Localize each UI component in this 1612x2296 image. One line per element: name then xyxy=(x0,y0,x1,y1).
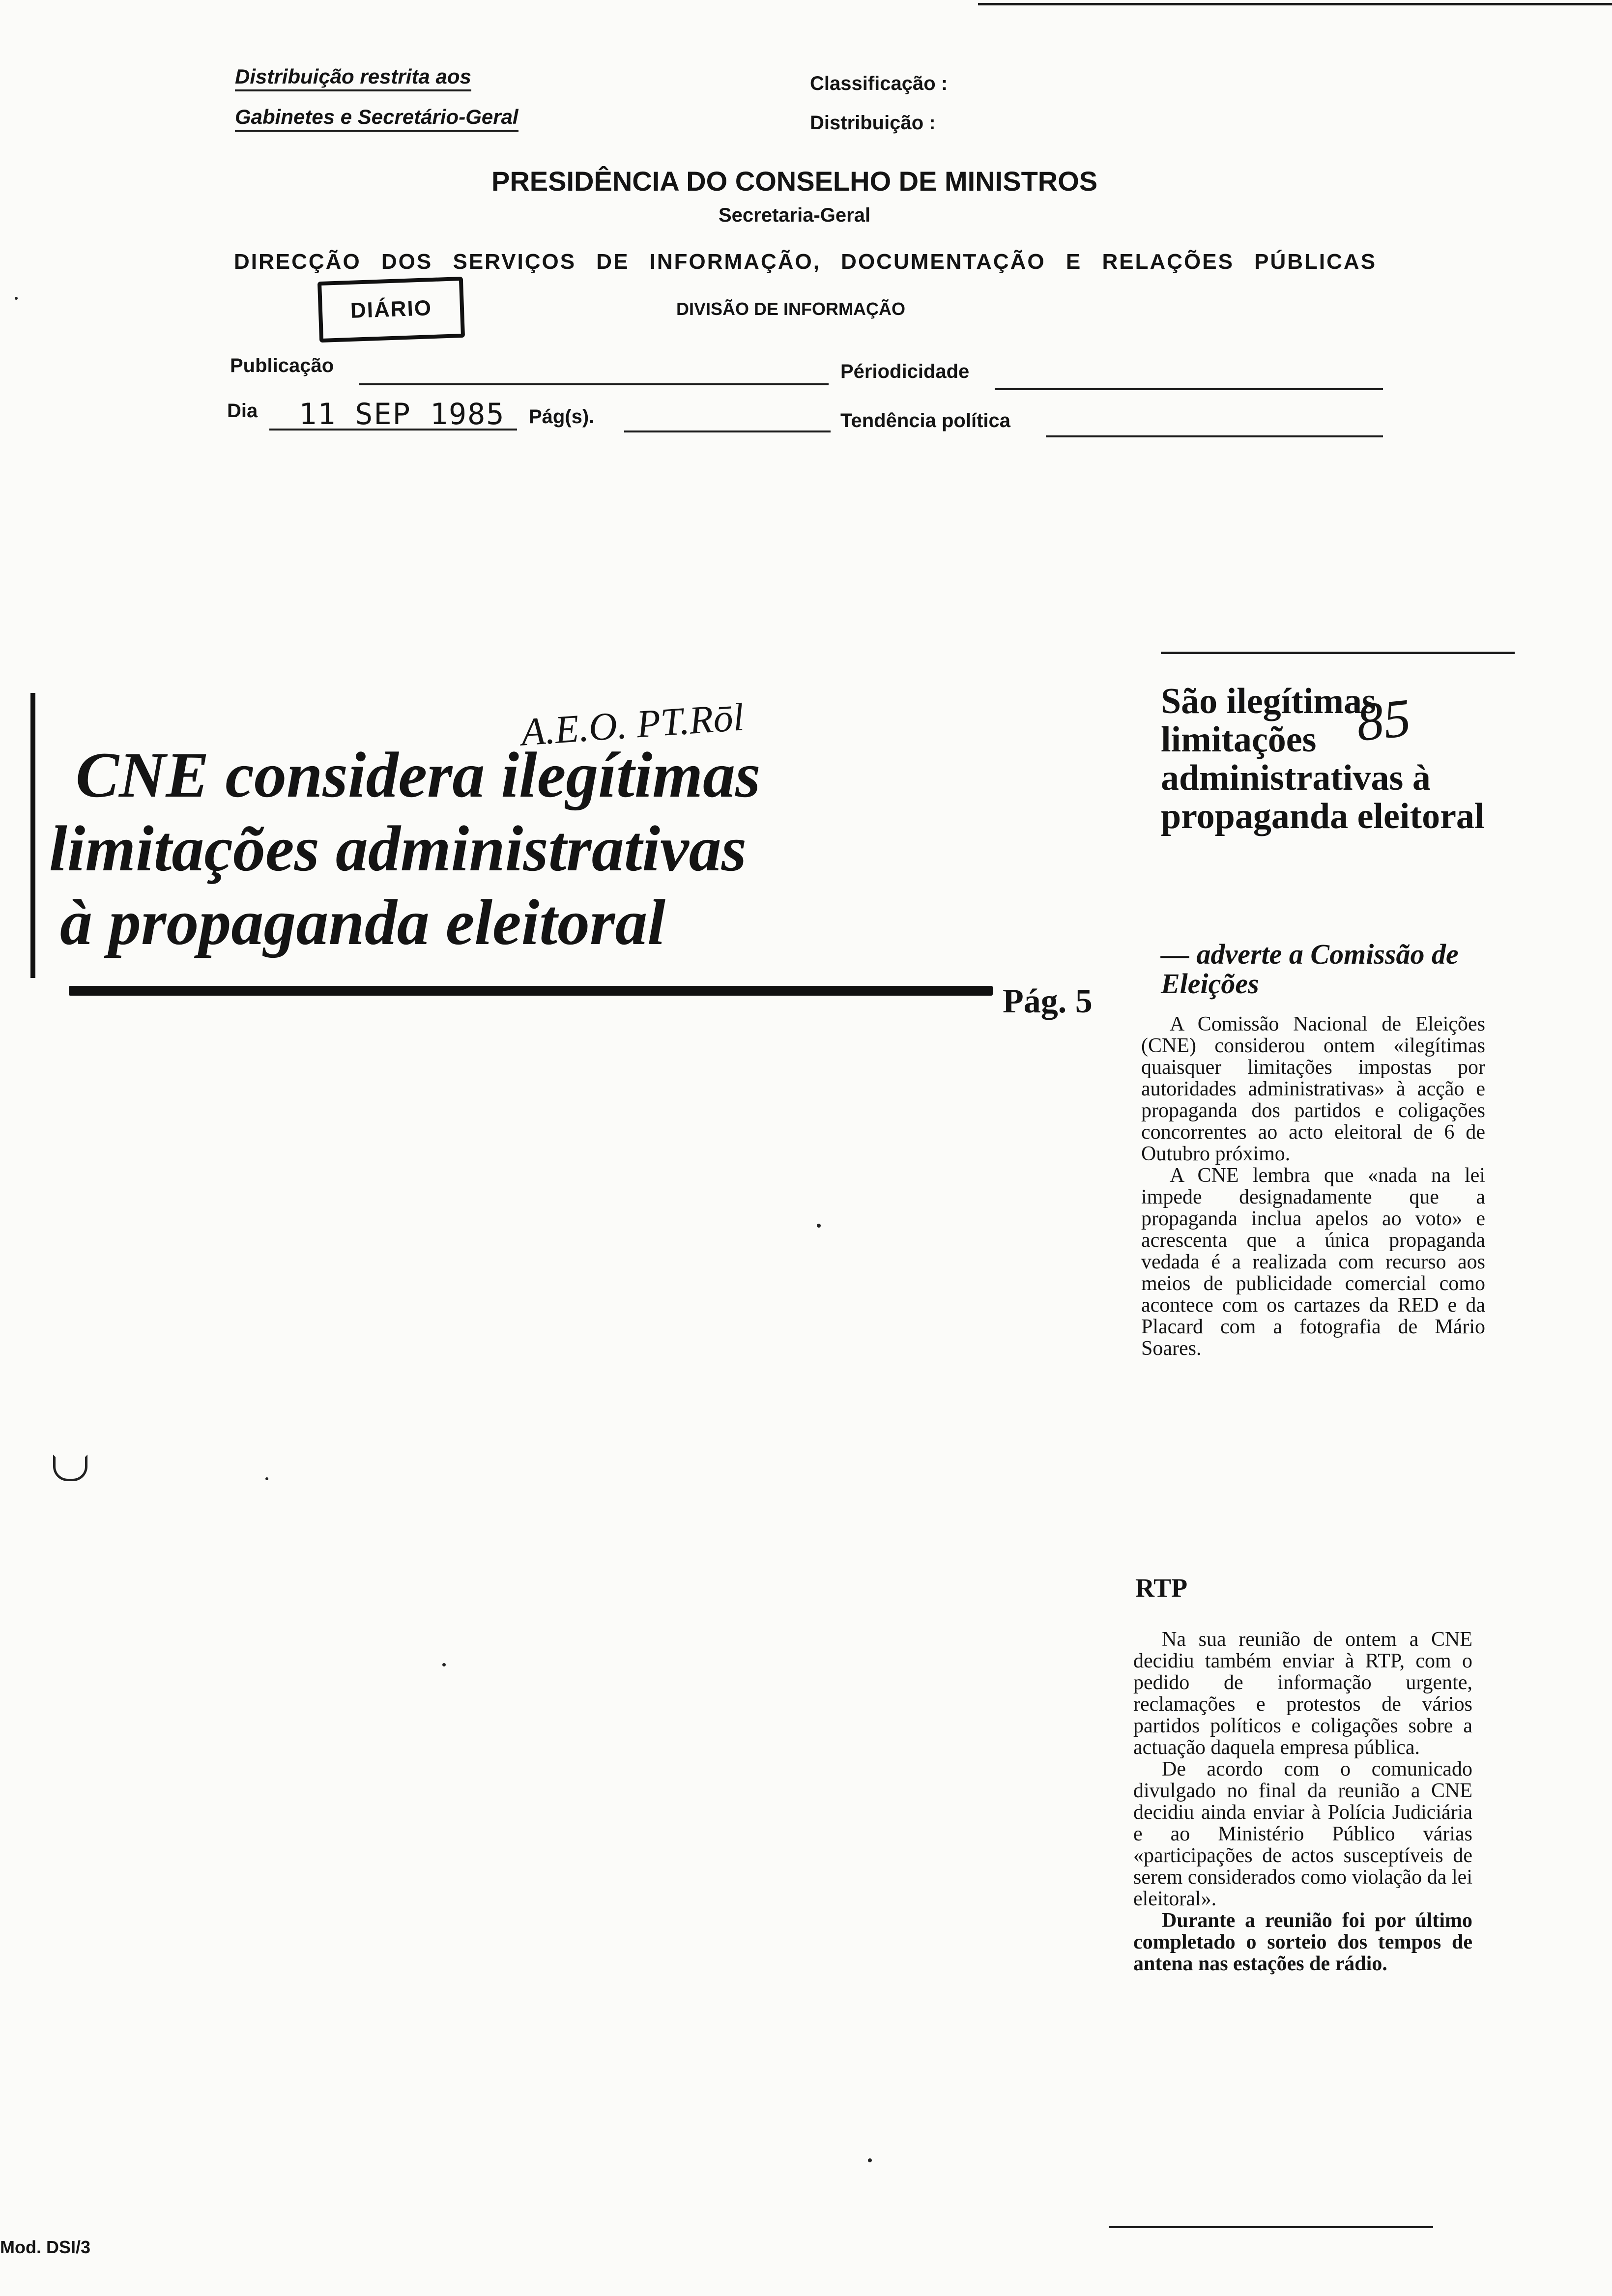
article-kicker: — adverte a Comissão de Eleições xyxy=(1161,938,1459,1000)
secretaria-geral: Secretaria-Geral xyxy=(719,204,871,226)
restricted-line-1: Distribuição restrita aos xyxy=(235,65,471,91)
front-headline-line-1: CNE considera ilegítimas xyxy=(76,739,761,811)
scan-speck xyxy=(442,1663,446,1666)
classification-label: Classificação : xyxy=(810,73,948,94)
dia-field xyxy=(269,429,517,430)
dia-label: Dia xyxy=(227,400,258,422)
article-body xyxy=(1141,1013,1485,1359)
article-paragraph-5: Durante a reunião foi por último completado o sorteio dos tempos de antena nas estações de rádio. xyxy=(1133,1909,1472,1975)
presidency-title: PRESIDÊNCIA DO CONSELHO DE MINISTROS xyxy=(491,166,1098,197)
scan-speck xyxy=(868,2158,872,2162)
form-code: Mod. DSI/3 xyxy=(0,2237,91,2257)
article-bottom-rule xyxy=(1109,2226,1433,2228)
front-headline-line-3: à propaganda eleitoral xyxy=(60,886,666,958)
periodicidade-label: Périodicidade xyxy=(840,361,970,382)
clipping-left-rule xyxy=(30,693,35,978)
front-headline-rule xyxy=(69,986,993,996)
divisao-informacao: DIVISÃO DE INFORMAÇÃO xyxy=(676,299,906,319)
restricted-line-2: Gabinetes e Secretário-Geral xyxy=(235,105,518,132)
stamp-text: DIÁRIO xyxy=(350,296,432,323)
direccao-line: DIRECÇÃO DOS SERVIÇOS DE INFORMAÇÃO, DOCUMENTAÇÃO E RELAÇÕES PÚBLICAS xyxy=(234,250,1377,274)
article-paragraph-4: De acordo com o comunicado divulgado no final da reunião a CNE decidiu ainda enviar à Polícia Judiciária e ao Ministério Público várias «participações de actos susceptíveis de serem considerados como violação da lei eleitoral». xyxy=(1133,1758,1472,1910)
article-paragraph-1: A Comissão Nacional de Eleições (CNE) considerou ontem «ilegítimas quaisquer limitações impostas por autoridades administrativas» à acção e propaganda dos partidos e coligações concorrentes ao acto eleitoral de 6 de Outubro próximo. xyxy=(1141,1013,1485,1165)
top-border xyxy=(978,3,1612,5)
tendencia-label: Tendência política xyxy=(840,410,1010,431)
pags-field xyxy=(624,430,831,432)
front-headline-line-2: limitações administrativas xyxy=(49,812,747,885)
publicacao-field xyxy=(359,383,829,385)
article-subhead: RTP xyxy=(1135,1573,1188,1603)
pags-label: Pág(s). xyxy=(529,406,595,428)
dia-date-stamp: 11 SEP 1985 xyxy=(299,397,505,431)
scan-speck xyxy=(265,1477,268,1480)
publicacao-label: Publicação xyxy=(230,355,334,376)
article-handwritten-number: 85 xyxy=(1353,687,1414,753)
article-paragraph-2: A CNE lembra que «nada na lei impede designadamente que a propaganda inclua apelos ao voto» e acrescenta que a única propaganda vedada é a realizada com recurso aos meios de publicidade comercial como acontece com os cartazes da RED e da Placard com a fotografia de Mário Soares. xyxy=(1141,1164,1485,1360)
article-title: São ilegítimas limitações administrativas à propaganda eleitoral xyxy=(1161,681,1485,836)
article-top-rule xyxy=(1161,652,1515,654)
scan-speck xyxy=(15,297,18,300)
distribution-label: Distribuição : xyxy=(810,112,936,134)
periodicidade-field xyxy=(995,388,1383,390)
punch-hole-mark xyxy=(53,1455,87,1481)
page-reference: Pág. 5 xyxy=(1003,982,1093,1020)
article-paragraph-3: Na sua reunião de ontem a CNE decidiu também enviar à RTP, com o pedido de informação urgente, reclamações e protestos de vários partidos políticos e coligações sobre a actuação daquela empresa pública. xyxy=(1133,1628,1472,1759)
diario-stamp xyxy=(317,277,465,343)
scan-speck xyxy=(817,1224,821,1228)
tendencia-field xyxy=(1046,435,1383,437)
handwritten-annotation: A.E.O. PT.Rōl xyxy=(519,695,746,754)
article-body-2 xyxy=(1133,1629,1472,1975)
